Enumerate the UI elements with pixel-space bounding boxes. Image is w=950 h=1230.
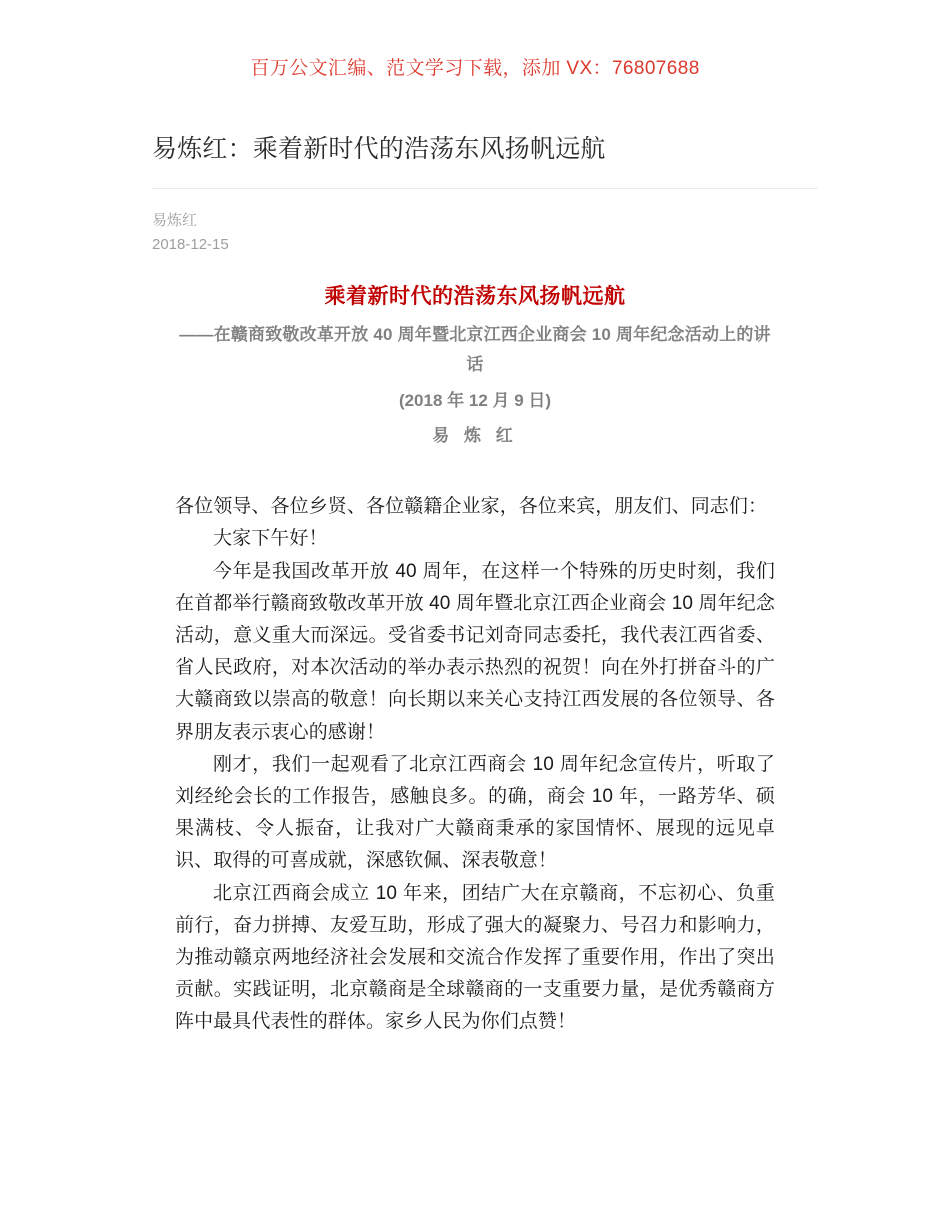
document-content [175,283,775,1039]
document-paragraph: 各位领导、各位乡贤、各位赣籍企业家，各位来宾，朋友们、同志们： [175,496,768,518]
article-meta [152,209,818,256]
document-paragraph: 大家下午好！ [213,528,328,550]
promo-banner-text: 百万公文汇编、范文学习下载，添加 VX：76807688 [250,58,700,79]
document-paragraph: 刚才，我们一起观看了北京江西商会 10 周年纪念宣传片，听取了刘经纶会长的工作报告，感触良多。的确，商会 10 年，一路芳华、硕果满枝、令人振奋，让我对广大赣商秉承的家国情怀、展现的远见卓识、取得的可喜成就，深感钦佩、深表敬意！ [175,753,775,872]
page-title: 易炼红：乘着新时代的浩荡东风扬帆远航 [152,135,606,163]
document-paragraph: 今年是我国改革开放 40 周年，在这样一个特殊的历史时刻，我们在首都举行赣商致敬改革开放 40 周年暨北京江西企业商会 10 周年纪念活动，意义重大而深远。受省委书记刘奇同志委托，我代表江西省委、省人民政府，对本次活动的举办表示热烈的祝贺！向在外打拼奋斗的广大赣商致以崇高的敬意！向长期以来关心支持江西发展的各位领导、各界朋友表示衷心的感谢！ [175,560,775,743]
document-subtitle: ——在赣商致敬改革开放 40 周年暨北京江西企业商会 10 周年纪念活动上的讲话 [179,325,771,374]
document-paragraph: 北京江西商会成立 10 年来，团结广大在京赣商，不忘初心、负重前行，奋力拼搏、友爱互助，形成了强大的凝聚力、号召力和影响力，为推动赣京两地经济社会发展和交流合作发挥了重要作用，作出了突出贡献。实践证明，北京赣商是全球赣商的一支重要力量，是优秀赣商方阵中最具代表性的群体。家乡人民为你们点赞！ [175,882,775,1033]
header-divider [152,188,818,189]
document-headline: 乘着新时代的浩荡东风扬帆远航 [324,285,626,308]
document-body [175,491,775,1038]
article-header [152,131,818,256]
article-author: 易炼红 [152,212,198,230]
document-date-line: (2018 年 12 月 9 日) [398,390,552,410]
document-speaker-name: 易 炼 红 [432,425,518,445]
article-date: 2018-12-15 [152,235,229,253]
